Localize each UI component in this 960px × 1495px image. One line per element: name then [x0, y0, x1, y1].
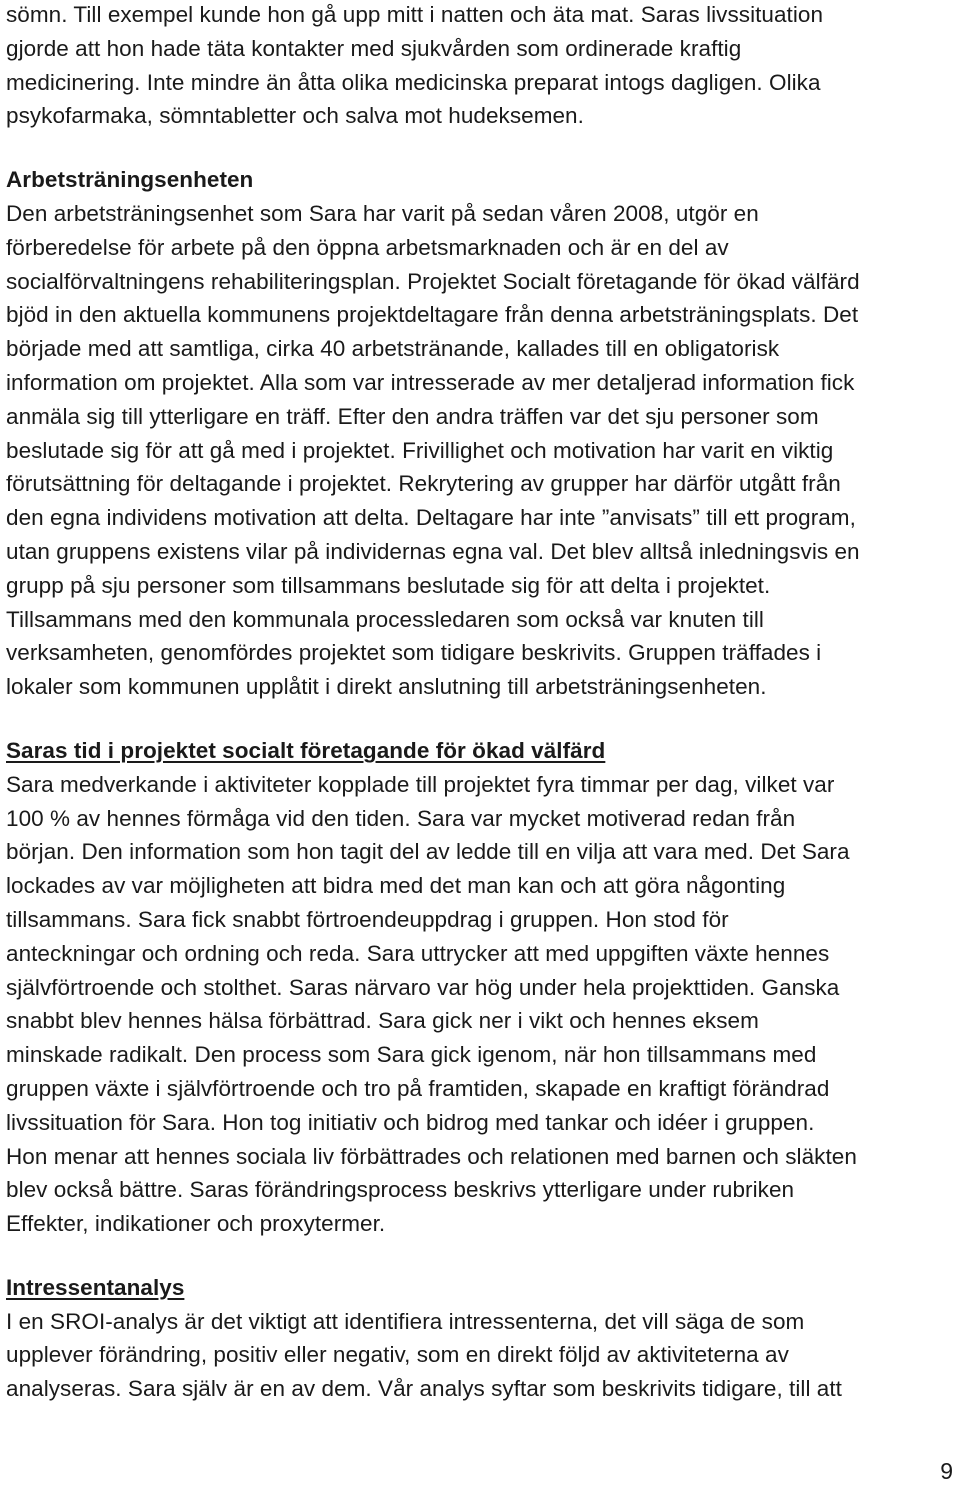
text-line: Effekter, indikationer och proxytermer.	[6, 1211, 386, 1237]
text-line: Tillsammans med den kommunala processledaren som också var knuten till	[6, 606, 764, 632]
text-line: livssituation för Sara. Hon tog initiativ och bidrog med tankar och idéer i gruppen.	[6, 1109, 815, 1135]
text-line: början. Den information som hon tagit del av ledde till en vilja att vara med. Det Sara	[6, 839, 850, 865]
text-line: Hon menar att hennes sociala liv förbättrades och relationen med barnen och släkten	[6, 1143, 857, 1169]
paragraph-gap	[6, 1241, 954, 1271]
text-line: upplever förändring, positiv eller negativ, som en direkt följd av aktiviteterna av	[6, 1342, 789, 1368]
text-line: gruppen växte i självförtroende och tro på framtiden, skapade en kraftigt förändrad	[6, 1075, 830, 1101]
text-line: medicinering. Inte mindre än åtta olika medicinska preparat intogs dagligen. Olika	[6, 69, 821, 95]
text-line: information om projektet. Alla som var intresserade av mer detaljerad information fick	[6, 369, 855, 395]
text-line: lokaler som kommunen upplåtit i direkt anslutning till arbetsträningsenheten.	[6, 674, 767, 700]
paragraph-gap	[6, 133, 954, 163]
text-line: sömn. Till exempel kunde hon gå upp mitt i natten och äta mat. Saras livssituation	[6, 2, 824, 27]
text-line: tillsammans. Sara fick snabbt förtroendeuppdrag i gruppen. Hon stod för	[6, 906, 729, 932]
text-line: förutsättning för deltagande i projektet. Rekrytering av grupper har därför utgått från	[6, 471, 841, 497]
text-line: bjöd in den aktuella kommunens projektdeltagare från denna arbetsträningsplats. Det	[6, 302, 859, 328]
text-line: började med att samtliga, cirka 40 arbetstränande, kallades till en obligatorisk	[6, 336, 780, 362]
text-line: grupp på sju personer som tillsammans beslutade sig för att delta i projektet.	[6, 572, 771, 598]
text-line: psykofarmaka, sömntabletter och salva mot hudeksemen.	[6, 103, 584, 129]
section-arbetstraningsenheten	[6, 163, 954, 704]
text-line: anmäla sig till ytterligare en träff. Efter den andra träffen var det sju personer som	[6, 403, 819, 429]
text-line: analyseras. Sara själv är en av dem. Vår analys syftar som beskrivits tidigare, till att	[6, 1376, 842, 1402]
section-saras-tid	[6, 734, 954, 1241]
text-line: den egna individens motivation att delta. Deltagare har inte ”anvisats” till ett program,	[6, 505, 856, 531]
text-line: anteckningar och ordning och reda. Sara uttrycker att med uppgiften växte hennes	[6, 940, 830, 966]
text-line: utan gruppens existens vilar på individernas egna val. Det blev alltså inledningsvis en	[6, 538, 860, 564]
text-line: 100 % av hennes förmåga vid den tiden. Sara var mycket motiverad redan från	[6, 805, 796, 831]
text-line: förberedelse för arbete på den öppna arbetsmarknaden och är en del av	[6, 234, 729, 260]
document-page	[6, 0, 954, 1406]
text-line: Den arbetsträningsenhet som Sara har varit på sedan våren 2008, utgör en	[6, 200, 759, 226]
text-line: snabbt blev hennes hälsa förbättrad. Sara gick ner i vikt och hennes eksem	[6, 1008, 759, 1034]
text-line: verksamheten, genomfördes projektet som tidigare beskrivits. Gruppen träffades i	[6, 640, 822, 666]
paragraph-gap	[6, 704, 954, 734]
text-line: lockades av var möjligheten att bidra med det man kan och att göra någonting	[6, 873, 786, 899]
text-line: Sara medverkande i aktiviteter kopplade till projektet fyra timmar per dag, vilket var	[6, 771, 835, 797]
section-heading: Saras tid i projektet socialt företagande för ökad välfärd	[6, 737, 606, 763]
text-line: blev också bättre. Saras förändringsprocess beskrivs ytterligare under rubriken	[6, 1177, 795, 1203]
section-heading: Arbetsträningsenheten	[6, 167, 254, 193]
text-line: gjorde att hon hade täta kontakter med sjukvården som ordinerade kraftig	[6, 35, 742, 61]
section-heading: Intressentanalys	[6, 1274, 185, 1300]
text-line: självförtroende och stolthet. Saras närvaro var hög under hela projekttiden. Ganska	[6, 974, 840, 1000]
section-intressentanalys	[6, 1271, 954, 1406]
page-number: 9	[940, 1458, 953, 1484]
intro-paragraph	[6, 0, 954, 133]
text-line: minskade radikalt. Den process som Sara gick igenom, när hon tillsammans med	[6, 1042, 817, 1068]
text-line: socialförvaltningens rehabiliteringsplan. Projektet Socialt företagande för ökad välfärd	[6, 268, 860, 294]
text-line: beslutade sig för att gå med i projektet. Frivillighet och motivation har varit en viktig	[6, 437, 834, 463]
text-line: I en SROI-analys är det viktigt att identifiera intressenterna, det vill säga de som	[6, 1308, 805, 1334]
